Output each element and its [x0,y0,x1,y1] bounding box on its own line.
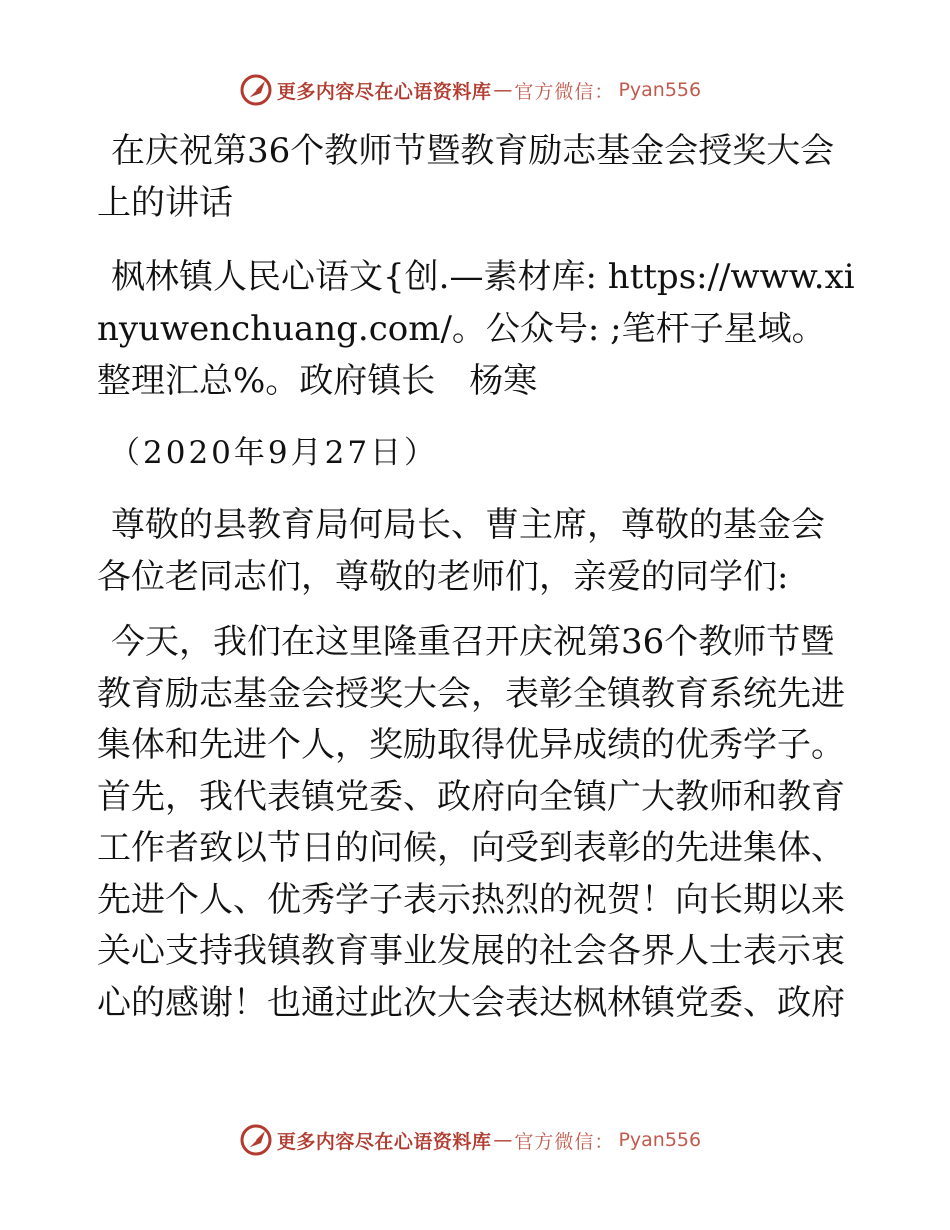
banner-wechat-id: Pyan556 [618,1129,702,1151]
banner-main-text: 更多内容尽在心语资料库 [276,1130,492,1153]
quill-logo-icon [239,1123,273,1157]
document-date: （2020年9月27日） [109,435,439,471]
banner-main-text: 更多内容尽在心语资料库 [276,80,492,103]
quill-logo-icon [239,73,273,107]
banner-wechat-id: Pyan556 [618,79,702,101]
document-body [97,125,857,1029]
banner-wechat-label: 官方微信： [514,1130,615,1153]
document-source-line: 枫林镇人民心语文{创.—素材库: https://www.xinyuwenchuang.com/。公众号: ;笔杆子星域。整理汇总%。政府镇长 杨寒 [97,257,855,401]
document-paragraph: 今天，我们在这里隆重召开庆祝第36个教师节暨教育励志基金会授奖大会，表彰全镇教育系统先进集体和先进个人，奖励取得优异成绩的优秀学子。首先，我代表镇党委、政府向全镇广大教师和教育工作者致以节日的问候，向受到表彰的先进集体、先进个人、优秀学子表示热烈的祝贺！向长期以来关心支持我镇教育事业发展的社会各界人士表示衷心的感谢！也通过此次大会表达枫林镇党委、政府 [97,622,845,1023]
banner-dash: — [493,79,513,101]
banner-wechat-label: 官方微信： [514,80,615,103]
banner-dash: — [493,1129,513,1151]
document-greeting: 尊敬的县教育局何局长、曹主席，尊敬的基金会各位老同志们，尊敬的老师们，亲爱的同学们: [97,505,825,597]
header-banner [0,70,950,110]
document-title: 在庆祝第36个教师节暨教育励志基金会授奖大会上的讲话 [97,131,835,223]
footer-banner [0,1120,950,1160]
